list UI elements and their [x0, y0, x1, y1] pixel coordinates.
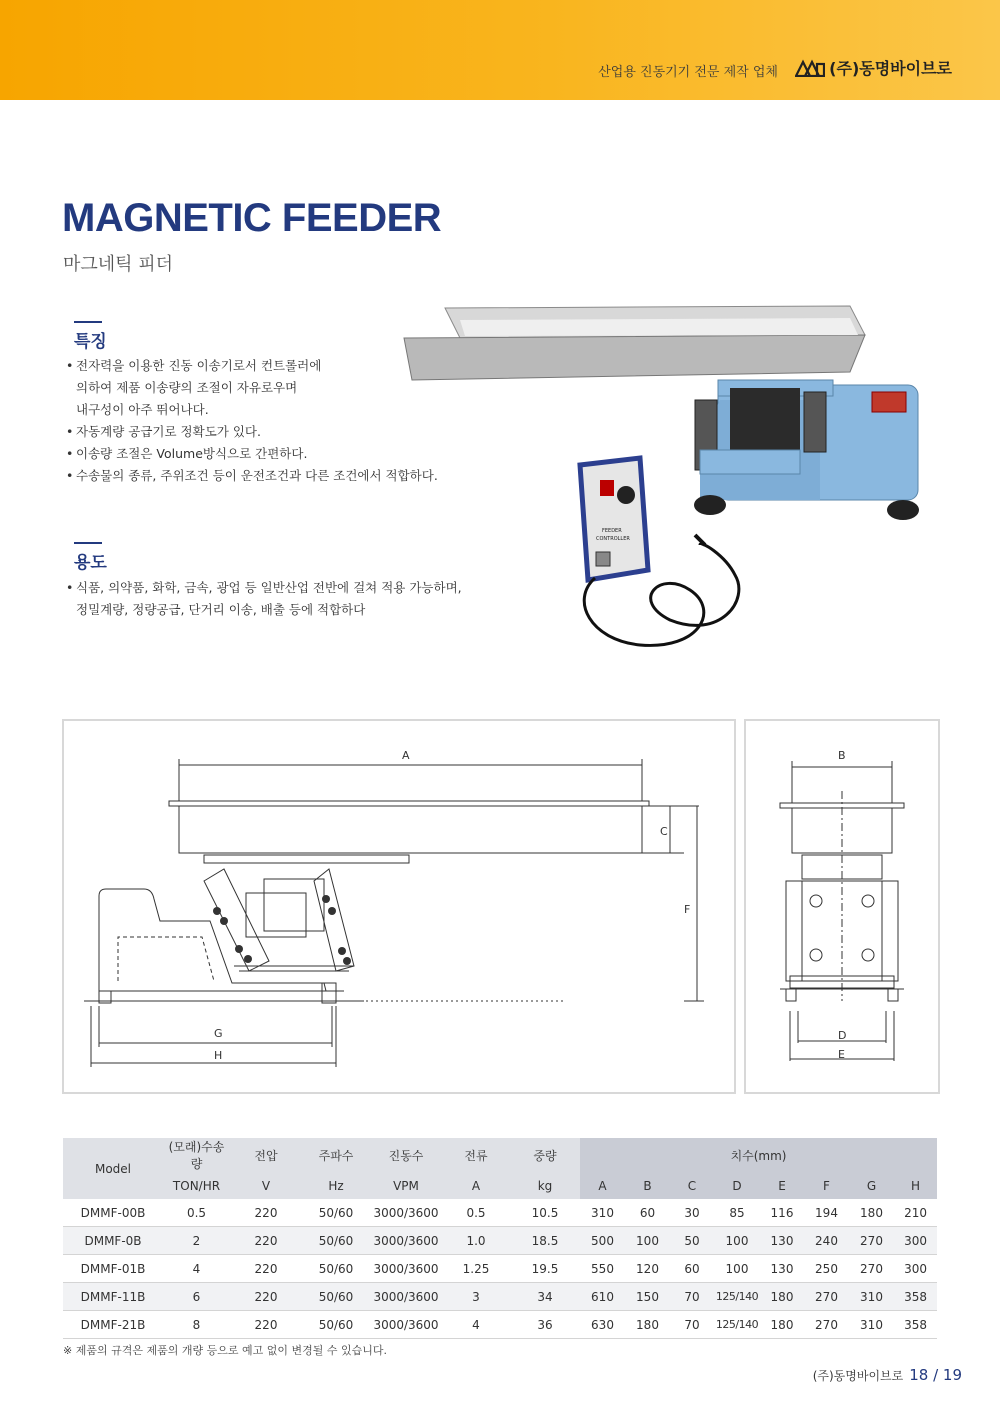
table-unit-row: [63, 1172, 937, 1199]
controller-box: [580, 458, 648, 580]
table-cell: 270: [849, 1255, 894, 1283]
table-cell: 630: [580, 1311, 625, 1339]
table-cell: 3: [442, 1283, 510, 1311]
table-cell: 36: [510, 1311, 580, 1339]
table-cell: 3000/3600: [370, 1199, 442, 1227]
table-cell: 210: [894, 1199, 937, 1227]
table-cell: 0.5: [163, 1199, 230, 1227]
table-cell: 100: [714, 1255, 760, 1283]
table-cell: 310: [580, 1199, 625, 1227]
table-cell: 50: [670, 1227, 714, 1255]
dim-label-e: E: [838, 1048, 845, 1061]
model-cell: DMMF-00B: [63, 1199, 163, 1227]
table-cell: 100: [625, 1227, 670, 1255]
table-cell: 70: [670, 1311, 714, 1339]
page-title: MAGNETIC FEEDER: [62, 196, 442, 240]
table-row: [63, 1199, 937, 1227]
spec-table-body: [63, 1199, 937, 1339]
table-cell: 50/60: [302, 1255, 370, 1283]
unit-cell: VPM: [370, 1172, 442, 1199]
features-heading: 특징: [74, 327, 107, 352]
table-cell: 70: [670, 1283, 714, 1311]
feature-item: • 수송물의 종류, 주위조건 등이 운전조건과 다른 조건에서 적합하다.: [66, 465, 438, 487]
table-cell: 3000/3600: [370, 1283, 442, 1311]
table-cell: 310: [849, 1311, 894, 1339]
table-cell: 10.5: [510, 1199, 580, 1227]
table-cell: 550: [580, 1255, 625, 1283]
dim-label-g: G: [214, 1027, 223, 1040]
dim-col-header: A: [580, 1172, 625, 1199]
table-cell: 34: [510, 1283, 580, 1311]
dim-col-header: B: [625, 1172, 670, 1199]
header-vibration: 진동수: [370, 1138, 442, 1172]
unit-cell: kg: [510, 1172, 580, 1199]
spec-note: ※ 제품의 규격은 제품의 개량 등으로 예고 없이 변경될 수 있습니다.: [63, 1344, 387, 1357]
table-cell: 85: [714, 1199, 760, 1227]
header-banner: [0, 0, 1000, 100]
dim-label-a: A: [402, 749, 410, 762]
table-cell: 194: [804, 1199, 849, 1227]
table-cell: 250: [804, 1255, 849, 1283]
table-cell: 220: [230, 1227, 302, 1255]
table-cell: 1.0: [442, 1227, 510, 1255]
table-header-row: [63, 1138, 937, 1172]
table-cell: 50/60: [302, 1283, 370, 1311]
model-cell: DMMF-0B: [63, 1227, 163, 1255]
usage-item: • 식품, 의약품, 화학, 금속, 광업 등 일반산업 전반에 걸쳐 적용 가능하며, 정밀계량, 정량공급, 단거리 이송, 배출 등에 적합하다: [66, 577, 462, 621]
dim-label-h: H: [214, 1049, 223, 1062]
table-cell: 180: [760, 1311, 804, 1339]
table-cell: 100: [714, 1227, 760, 1255]
table-cell: 130: [760, 1227, 804, 1255]
page-subtitle: 마그네틱 피더: [63, 254, 174, 275]
table-cell: 310: [849, 1283, 894, 1311]
table-cell: 500: [580, 1227, 625, 1255]
usage-heading: 용도: [74, 548, 107, 573]
dim-label-d: D: [838, 1029, 847, 1042]
table-cell: 125/140: [714, 1283, 760, 1311]
model-cell: DMMF-21B: [63, 1311, 163, 1339]
table-cell: 19.5: [510, 1255, 580, 1283]
unit-cell: A: [442, 1172, 510, 1199]
table-cell: 130: [760, 1255, 804, 1283]
model-cell: DMMF-11B: [63, 1283, 163, 1311]
header-dimensions: 치수(mm): [580, 1138, 937, 1172]
header-frequency: 주파수: [302, 1138, 370, 1172]
table-cell: 4: [163, 1255, 230, 1283]
table-cell: 116: [760, 1199, 804, 1227]
diagram-side-view: [62, 719, 736, 1094]
table-cell: 1.25: [442, 1255, 510, 1283]
table-cell: 180: [625, 1311, 670, 1339]
feature-item: • 이송량 조절은 Volume방식으로 간편하다.: [66, 443, 438, 465]
table-cell: 270: [804, 1311, 849, 1339]
table-cell: 125/140: [714, 1311, 760, 1339]
page-number: 18 / 19: [909, 1366, 962, 1384]
table-cell: 50/60: [302, 1311, 370, 1339]
header-weight: 중량: [510, 1138, 580, 1172]
table-row: [63, 1283, 937, 1311]
table-cell: 60: [625, 1199, 670, 1227]
table-row: [63, 1227, 937, 1255]
table-cell: 240: [804, 1227, 849, 1255]
table-cell: 150: [625, 1283, 670, 1311]
product-photo: [400, 300, 940, 670]
table-cell: 3000/3600: [370, 1311, 442, 1339]
table-cell: 4: [442, 1311, 510, 1339]
unit-cell: Hz: [302, 1172, 370, 1199]
dim-label-f: F: [684, 903, 691, 916]
controller-label: CONTROLLER: [596, 536, 630, 542]
feature-item: • 자동계량 공급기로 정확도가 있다.: [66, 421, 438, 443]
table-cell: 358: [894, 1283, 937, 1311]
dim-col-header: G: [849, 1172, 894, 1199]
table-cell: 180: [849, 1199, 894, 1227]
table-cell: 300: [894, 1255, 937, 1283]
table-cell: 3000/3600: [370, 1227, 442, 1255]
company-logo[interactable]: [795, 56, 952, 79]
unit-cell: V: [230, 1172, 302, 1199]
model-cell: DMMF-01B: [63, 1255, 163, 1283]
table-cell: 50/60: [302, 1199, 370, 1227]
dmv-logo-icon: [795, 59, 825, 77]
controller-label: FEEDER: [602, 528, 622, 534]
table-cell: 220: [230, 1311, 302, 1339]
header-brand: (주)동명바이브로: [829, 59, 952, 78]
dim-col-header: C: [670, 1172, 714, 1199]
footer: [813, 1366, 962, 1384]
spec-table: [63, 1138, 937, 1339]
table-cell: 220: [230, 1199, 302, 1227]
footer-brand: (주)동명바이브로: [812, 1369, 904, 1383]
side-view-drawing: [64, 721, 734, 1092]
header-model: Model: [63, 1138, 163, 1199]
dim-col-header: H: [894, 1172, 937, 1199]
table-cell: 270: [804, 1283, 849, 1311]
table-cell: 220: [230, 1283, 302, 1311]
features-list: [66, 355, 438, 487]
feature-item: • 전자력을 이용한 진동 이송기로서 컨트롤러에 의하여 제품 이송량의 조절이 자유로우며 내구성이 아주 뛰어나다.: [66, 355, 438, 421]
table-cell: 120: [625, 1255, 670, 1283]
table-cell: 610: [580, 1283, 625, 1311]
header-tagline: 산업용 진동기기 전문 제작 업체: [598, 65, 778, 80]
dim-col-header: E: [760, 1172, 804, 1199]
table-cell: 2: [163, 1227, 230, 1255]
table-cell: 0.5: [442, 1199, 510, 1227]
dim-label-b: B: [838, 749, 846, 762]
table-cell: 3000/3600: [370, 1255, 442, 1283]
table-cell: 18.5: [510, 1227, 580, 1255]
front-view-drawing: [746, 721, 938, 1092]
table-row: [63, 1255, 937, 1283]
table-cell: 30: [670, 1199, 714, 1227]
table-cell: 8: [163, 1311, 230, 1339]
dim-col-header: F: [804, 1172, 849, 1199]
table-cell: 220: [230, 1255, 302, 1283]
dim-label-c: C: [660, 825, 668, 838]
table-cell: 270: [849, 1227, 894, 1255]
unit-cell: TON/HR: [163, 1172, 230, 1199]
header-capacity: (모래)수송량: [163, 1138, 230, 1172]
table-cell: 300: [894, 1227, 937, 1255]
diagram-front-view: [744, 719, 940, 1094]
table-row: [63, 1311, 937, 1339]
table-cell: 60: [670, 1255, 714, 1283]
table-cell: 358: [894, 1311, 937, 1339]
table-cell: 180: [760, 1283, 804, 1311]
header-voltage: 전압: [230, 1138, 302, 1172]
table-cell: 6: [163, 1283, 230, 1311]
dim-col-header: D: [714, 1172, 760, 1199]
header-current: 전류: [442, 1138, 510, 1172]
table-cell: 50/60: [302, 1227, 370, 1255]
